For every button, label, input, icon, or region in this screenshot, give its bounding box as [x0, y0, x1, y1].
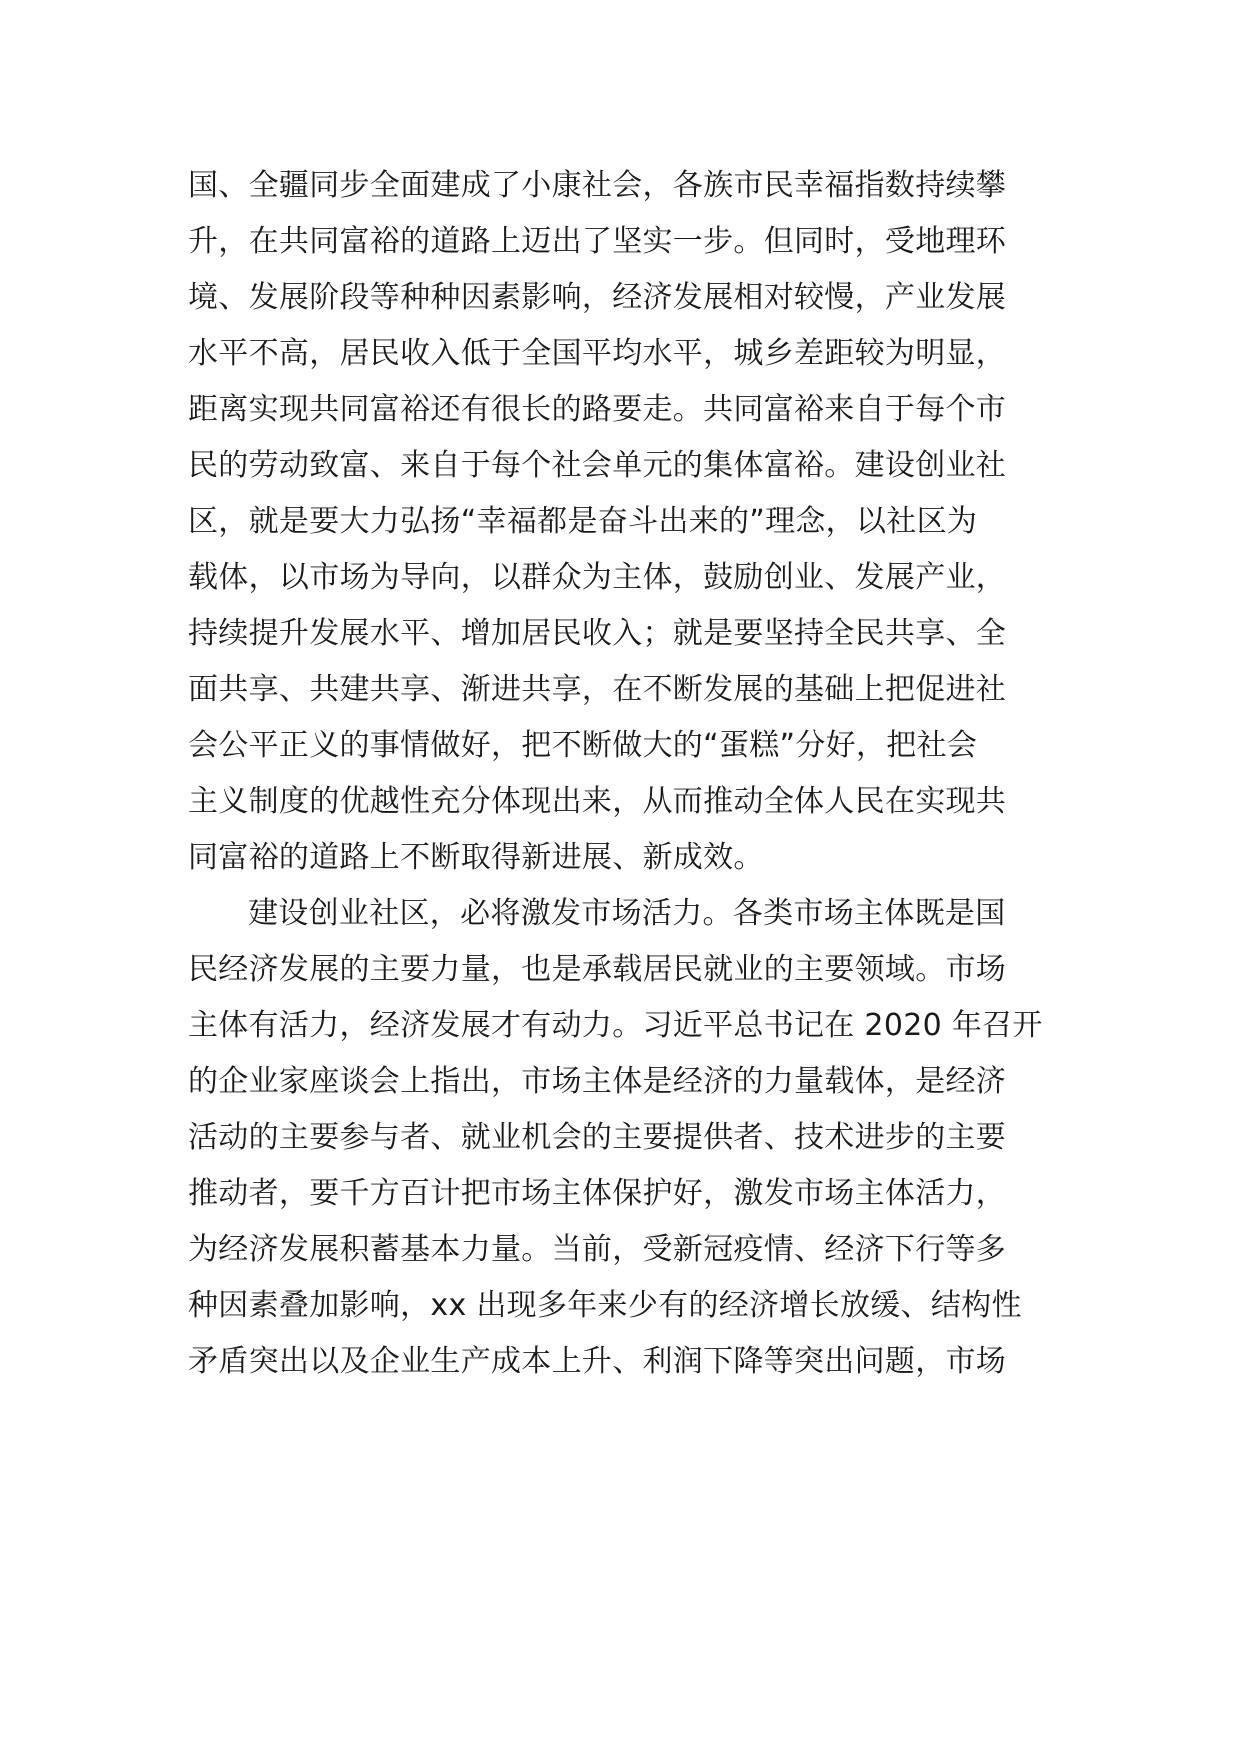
text-line: 民的劳动致富、来自于每个社会单元的集体富裕。建设创业社 [188, 448, 1007, 483]
text-line: 活动的主要参与者、就业机会的主要提供者、技术进步的主要 [188, 1120, 1007, 1155]
text-line: 距离实现共同富裕还有很长的路要走。共同富裕来自于每个市 [188, 392, 1007, 427]
paragraph-start-line: 建设创业社区，必将激发市场活力。各类市场主体既是国 [248, 896, 1006, 931]
text-line: 持续提升发展水平、增加居民收入；就是要坚持全民共享、全 [188, 616, 1007, 651]
text-line: 载体，以市场为导向，以群众为主体，鼓励创业、发展产业， [188, 560, 1007, 595]
text-line: 民经济发展的主要力量，也是承载居民就业的主要领域。市场 [188, 952, 1007, 987]
text-line: 矛盾突出以及企业生产成本上升、利润下降等突出问题，市场 [188, 1344, 1007, 1379]
text-line: 国、全疆同步全面建成了小康社会，各族市民幸福指数持续攀 [188, 168, 1007, 203]
text-line: 面共享、共建共享、渐进共享，在不断发展的基础上把促进社 [188, 672, 1007, 707]
text-line: 主义制度的优越性充分体现出来，从而推动全体人民在实现共 [188, 784, 1007, 819]
text-line: 的企业家座谈会上指出，市场主体是经济的力量载体，是经济 [188, 1064, 1007, 1099]
text-line: 境、发展阶段等种种因素影响，经济发展相对较慢，产业发展 [188, 280, 1007, 315]
text-line: 推动者，要千方百计把市场主体保护好，激发市场主体活力， [188, 1176, 1007, 1211]
text-line: 会公平正义的事情做好，把不断做大的“蛋糕”分好，把社会 [188, 728, 978, 763]
text-line: 种因素叠加影响，xx 出现多年来少有的经济增长放缓、结构性 [188, 1288, 1022, 1323]
text-line: 水平不高，居民收入低于全国平均水平，城乡差距较为明显， [188, 336, 1007, 371]
text-line: 同富裕的道路上不断取得新进展、新成效。 [188, 840, 764, 875]
text-line: 区，就是要大力弘扬“幸福都是奋斗出来的”理念，以社区为 [188, 504, 978, 539]
text-line: 为经济发展积蓄基本力量。当前，受新冠疫情、经济下行等多 [188, 1232, 1007, 1267]
text-line: 升，在共同富裕的道路上迈出了坚实一步。但同时，受地理环 [188, 224, 1007, 259]
text-line: 主体有活力，经济发展才有动力。习近平总书记在 2020 年召开 [188, 1008, 1043, 1043]
